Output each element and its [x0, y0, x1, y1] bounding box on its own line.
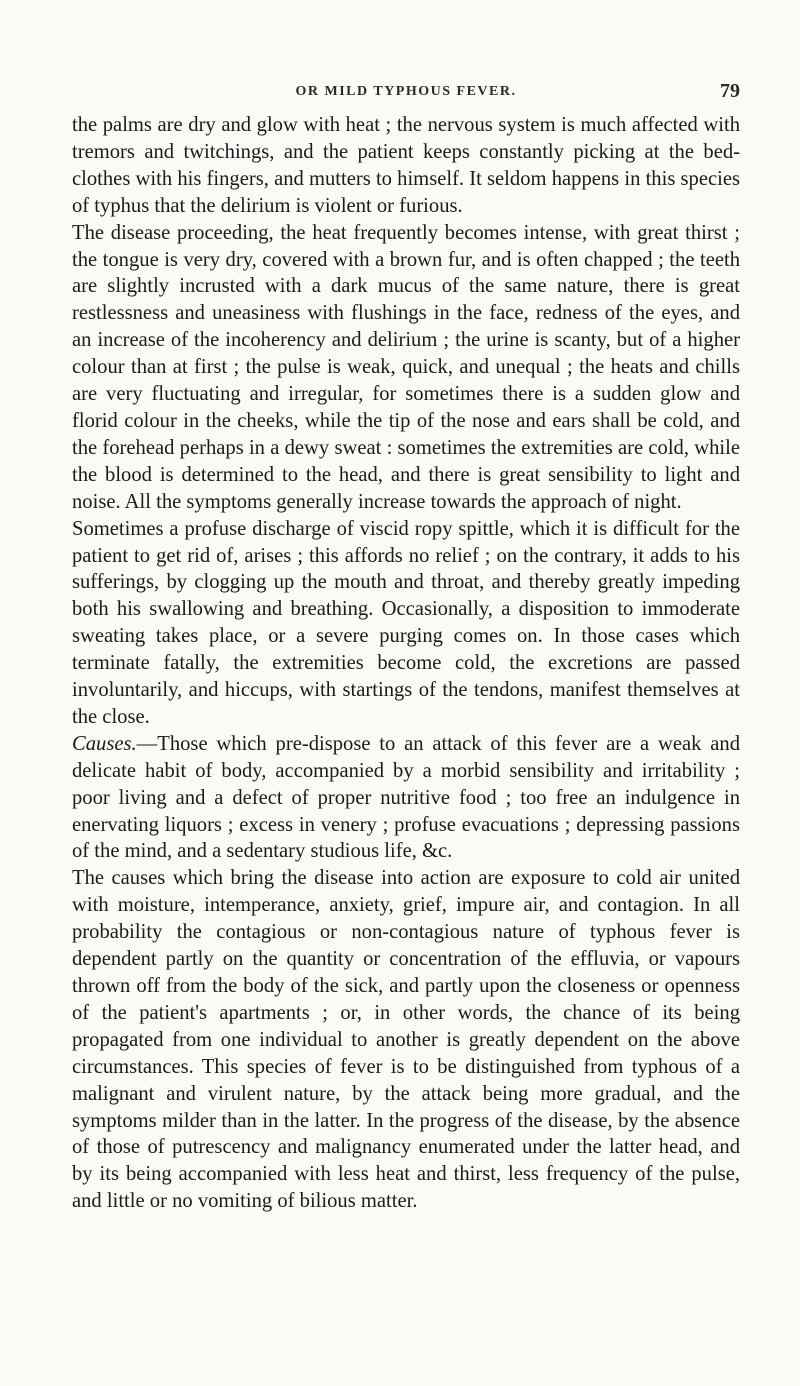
paragraph-4: [72, 731, 740, 866]
paragraph-3: Sometimes a profuse discharge of viscid ropy spittle, which it is difficult for the patient to get rid of, arises ; this affords no relief ; on the contrary, it adds to his sufferings, by clogging up the mouth and throat, and thereby greatly impeding both his swallowing and breathing. Occasionally, a disposition to immoderate sweating takes place, or a severe purging comes on. In those cases which terminate fatally, the extremities become cold, the excretions are passed involuntarily, and hiccups, with startings of the tendons, manifest themselves at the close.: [72, 517, 740, 728]
paragraph-1: the palms are dry and glow with heat ; the nervous system is much affected with tremors and twitchings, and the patient keeps constantly picking at the bed-clothes with his fingers, and mutters to himself. It seldom happens in this species of typhus that the delirium is violent or furious.: [72, 114, 740, 217]
page-number: 79: [720, 80, 740, 102]
body-text: [72, 112, 740, 1215]
section-heading-causes: Causes.: [72, 732, 137, 755]
paragraph-2: The disease proceeding, the heat frequently becomes intense, with great thirst ; the tongue is very dry, covered with a brown fur, and is often chapped ; the teeth are slightly incrusted with a dark mucus of the same nature, there is great restlessness and uneasiness with flushings in the face, redness of the eyes, and an increase of the incoherency and delirium ; the urine is scanty, but of a higher colour than at first ; the pulse is weak, quick, and unequal ; the heats and chills are very fluctuating and irregular, for sometimes there is a sudden glow and florid colour in the cheeks, while the tip of the nose and ears shall be cold, and the forehead perhaps in a dewy sweat : sometimes the extremities are cold, while the blood is determined to the head, and there is great sensibility to light and noise. All the symptoms generally increase towards the approach of night.: [72, 221, 740, 513]
running-title: OR MILD TYPHOUS FEVER.: [295, 84, 517, 99]
paragraph-4-text: —Those which pre-dispose to an attack of this fever are a weak and delicate habit of body, accompanied by a morbid sensibility and irritability ; poor living and a defect of proper nutritive food ; too free an indulgence in enervating liquors ; excess in venery ; profuse evacuations ; depressing passions of the mind, and a sedentary studious life, &c.: [72, 732, 740, 863]
paragraph-5: The causes which bring the disease into action are exposure to cold air united with moisture, intemperance, anxiety, grief, impure air, and contagion. In all probability the contagious or non-contagious nature of typhous fever is dependent partly on the quantity or concentration of the effluvia, or vapours thrown off from the body of the sick, and partly upon the closeness or openness of the patient's apartments ; or, in other words, the chance of its being propagated from one individual to another is greatly dependent on the above circumstances. This species of fever is to be distinguished from typhous of a malignant and virulent nature, by the attack being more gradual, and the symptoms milder than in the latter. In the progress of the disease, by the absence of those of putrescency and malignancy enumerated under the latter head, and by its being accompanied with less heat and thirst, less frequency of the pulse, and little or no vomiting of bilious matter.: [72, 867, 740, 1213]
running-head: [72, 80, 740, 108]
